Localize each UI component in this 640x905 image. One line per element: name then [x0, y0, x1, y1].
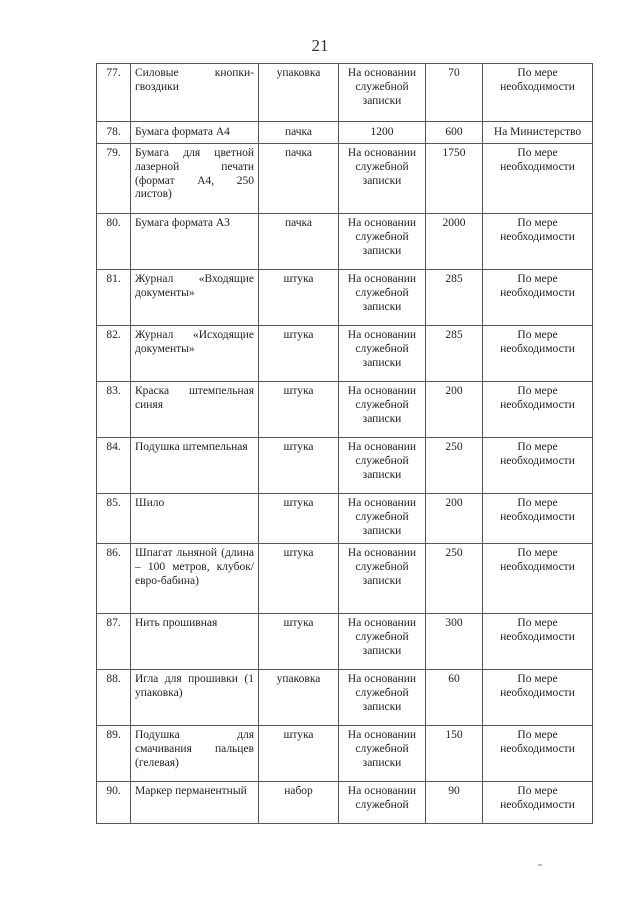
- cell-note: На Министерство: [483, 122, 593, 144]
- cell-num: 81.: [97, 270, 131, 326]
- cell-unit: штука: [259, 614, 339, 670]
- supplies-table: [96, 63, 593, 824]
- cell-unit: штука: [259, 438, 339, 494]
- cell-num: 85.: [97, 494, 131, 544]
- cell-note: По мере необходимости: [483, 670, 593, 726]
- cell-note: По мере необходимости: [483, 382, 593, 438]
- cell-name: Шило: [131, 494, 259, 544]
- cell-num: 88.: [97, 670, 131, 726]
- cell-basis: На основании служебной записки: [339, 214, 426, 270]
- cell-num: 84.: [97, 438, 131, 494]
- table-row: [97, 670, 593, 726]
- page-number: 21: [311, 36, 329, 55]
- cell-basis: На основании служебной записки: [339, 144, 426, 214]
- cell-note: По мере необходимости: [483, 326, 593, 382]
- cell-name: Краска штемпельная синяя: [131, 382, 259, 438]
- table-row: [97, 64, 593, 122]
- cell-basis: На основании служебной записки: [339, 270, 426, 326]
- table-row: [97, 438, 593, 494]
- cell-basis: На основании служебной записки: [339, 64, 426, 122]
- cell-basis: На основании служебной записки: [339, 614, 426, 670]
- cell-qty: 200: [426, 382, 483, 438]
- cell-num: 78.: [97, 122, 131, 144]
- cell-num: 89.: [97, 726, 131, 782]
- cell-name: Журнал «Входящие документы»: [131, 270, 259, 326]
- table-row: [97, 326, 593, 382]
- table-row: [97, 782, 593, 824]
- cell-unit: упаковка: [259, 64, 339, 122]
- table-row: [97, 214, 593, 270]
- cell-basis: На основании служебной записки: [339, 726, 426, 782]
- cell-unit: штука: [259, 494, 339, 544]
- cell-note: По мере необходимости: [483, 438, 593, 494]
- cell-note: По мере необходимости: [483, 494, 593, 544]
- cell-name: Бумага формата А3: [131, 214, 259, 270]
- cell-basis: На основании служебной записки: [339, 382, 426, 438]
- cell-unit: штука: [259, 270, 339, 326]
- cell-name: Шпагат льняной (длина – 100 метров, клубок/евро-бабина): [131, 544, 259, 614]
- cell-name: Нить прошивная: [131, 614, 259, 670]
- cell-qty: 300: [426, 614, 483, 670]
- cell-qty: 1750: [426, 144, 483, 214]
- cell-basis: На основании служебной записки: [339, 438, 426, 494]
- cell-num: 79.: [97, 144, 131, 214]
- cell-qty: 2000: [426, 214, 483, 270]
- cell-basis: На основании служебной: [339, 782, 426, 824]
- cell-num: 86.: [97, 544, 131, 614]
- cell-unit: штука: [259, 726, 339, 782]
- cell-unit: упаковка: [259, 670, 339, 726]
- table-row: [97, 270, 593, 326]
- cell-name: Силовые кнопки-гвоздики: [131, 64, 259, 122]
- cell-note: По мере необходимости: [483, 544, 593, 614]
- cell-qty: 70: [426, 64, 483, 122]
- cell-qty: 285: [426, 270, 483, 326]
- cell-unit: набор: [259, 782, 339, 824]
- cell-name: Игла для прошивки (1 упаковка): [131, 670, 259, 726]
- cell-name: Подушка штемпельная: [131, 438, 259, 494]
- cell-name: Маркер перманентный: [131, 782, 259, 824]
- cell-unit: штука: [259, 544, 339, 614]
- cell-name: Бумага для цветной лазерной печати (формат А4, 250 листов): [131, 144, 259, 214]
- scan-mark: [538, 864, 542, 866]
- cell-note: По мере необходимости: [483, 614, 593, 670]
- cell-note: По мере необходимости: [483, 144, 593, 214]
- cell-basis: 1200: [339, 122, 426, 144]
- table-row: [97, 144, 593, 214]
- cell-num: 83.: [97, 382, 131, 438]
- cell-unit: пачка: [259, 214, 339, 270]
- cell-num: 90.: [97, 782, 131, 824]
- table-row: [97, 382, 593, 438]
- cell-qty: 150: [426, 726, 483, 782]
- cell-note: По мере необходимости: [483, 270, 593, 326]
- cell-note: По мере необходимости: [483, 782, 593, 824]
- cell-note: По мере необходимости: [483, 64, 593, 122]
- cell-unit: штука: [259, 382, 339, 438]
- table-row: [97, 494, 593, 544]
- cell-note: По мере необходимости: [483, 726, 593, 782]
- cell-basis: На основании служебной записки: [339, 544, 426, 614]
- cell-basis: На основании служебной записки: [339, 670, 426, 726]
- cell-qty: 200: [426, 494, 483, 544]
- cell-qty: 250: [426, 544, 483, 614]
- table-row: [97, 122, 593, 144]
- table-row: [97, 614, 593, 670]
- table-row: [97, 726, 593, 782]
- cell-qty: 250: [426, 438, 483, 494]
- cell-note: По мере необходимости: [483, 214, 593, 270]
- cell-num: 80.: [97, 214, 131, 270]
- cell-qty: 285: [426, 326, 483, 382]
- cell-unit: штука: [259, 326, 339, 382]
- cell-num: 87.: [97, 614, 131, 670]
- cell-qty: 90: [426, 782, 483, 824]
- cell-qty: 600: [426, 122, 483, 144]
- cell-unit: пачка: [259, 122, 339, 144]
- cell-basis: На основании служебной записки: [339, 326, 426, 382]
- table-row: [97, 544, 593, 614]
- cell-name: Подушка для смачивания пальцев (гелевая): [131, 726, 259, 782]
- cell-unit: пачка: [259, 144, 339, 214]
- cell-name: Журнал «Исходящие документы»: [131, 326, 259, 382]
- cell-num: 77.: [97, 64, 131, 122]
- cell-basis: На основании служебной записки: [339, 494, 426, 544]
- cell-num: 82.: [97, 326, 131, 382]
- cell-name: Бумага формата А4: [131, 122, 259, 144]
- cell-qty: 60: [426, 670, 483, 726]
